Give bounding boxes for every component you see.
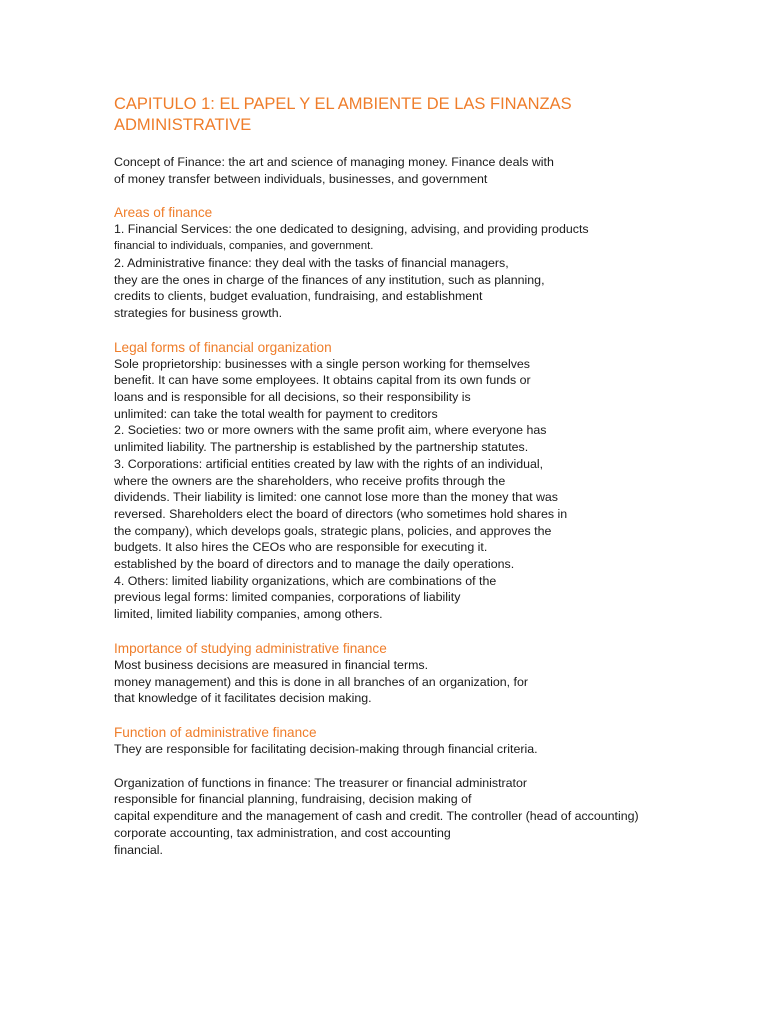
areas-section <box>114 204 754 321</box>
legal-line: the company), which develops goals, strategic plans, policies, and approves the <box>114 523 552 538</box>
areas-line: 1. Financial Services: the one dedicated to designing, advising, and providing products <box>114 222 589 237</box>
organization-section <box>114 775 754 859</box>
legal-line: budgets. It also hires the CEOs who are responsible for executing it. <box>114 540 488 555</box>
organization-line: Organization of functions in finance: The treasurer or financial administrator <box>114 775 528 790</box>
areas-heading: Areas of finance <box>114 205 213 221</box>
intro-paragraph <box>114 154 754 187</box>
legal-line: loans and is responsible for all decisions, so their responsibility is <box>114 390 471 405</box>
importance-line: that knowledge of it facilitates decision making. <box>114 691 372 706</box>
legal-section <box>114 339 754 623</box>
legal-line: dividends. Their liability is limited: one cannot lose more than the money that was <box>114 490 558 505</box>
legal-line: benefit. It can have some employees. It obtains capital from its own funds or <box>114 373 531 388</box>
legal-line: where the owners are the shareholders, who receive profits through the <box>114 473 506 488</box>
legal-line: 3. Corporations: artificial entities created by law with the rights of an individual, <box>114 456 544 471</box>
legal-line: unlimited liability. The partnership is established by the partnership statutes. <box>114 440 529 455</box>
organization-line: corporate accounting, tax administration, and cost accounting <box>114 825 451 840</box>
chapter-title-line-1: CAPITULO 1: EL PAPEL Y EL AMBIENTE DE LAS FINANZAS <box>114 95 572 113</box>
legal-line: unlimited: can take the total wealth for payment to creditors <box>114 406 438 421</box>
importance-line: Most business decisions are measured in financial terms. <box>114 657 429 672</box>
legal-line: 2. Societies: two or more owners with the same profit aim, where everyone has <box>114 423 547 438</box>
areas-line: they are the ones in charge of the finances of any institution, such as planning, <box>114 272 545 287</box>
legal-line: established by the board of directors and to manage the daily operations. <box>114 557 515 572</box>
legal-line: limited, limited liability companies, among others. <box>114 607 383 622</box>
importance-heading: Importance of studying administrative finance <box>114 640 387 656</box>
intro-line: of money transfer between individuals, businesses, and government <box>114 171 488 186</box>
areas-line: strategies for business growth. <box>114 305 283 320</box>
function-section <box>114 724 754 758</box>
organization-line: responsible for financial planning, fundraising, decision making of <box>114 792 472 807</box>
legal-line: reversed. Shareholders elect the board of directors (who sometimes hold shares in <box>114 506 568 521</box>
areas-line: 2. Administrative finance: they deal with the tasks of financial managers, <box>114 255 509 270</box>
function-line: They are responsible for facilitating decision-making through financial criteria. <box>114 741 538 756</box>
function-heading: Function of administrative finance <box>114 724 317 740</box>
importance-section <box>114 640 754 707</box>
legal-line: 4. Others: limited liability organizations, which are combinations of the <box>114 573 497 588</box>
document-page <box>114 94 754 875</box>
chapter-title <box>114 94 754 136</box>
areas-line: financial to individuals, companies, and government. <box>114 240 374 253</box>
chapter-title-line-2: ADMINISTRATIVE <box>114 116 252 134</box>
legal-heading: Legal forms of financial organization <box>114 339 332 355</box>
organization-line: capital expenditure and the management of cash and credit. The controller (head of accounting) <box>114 809 639 824</box>
legal-line: Sole proprietorship: businesses with a single person working for themselves <box>114 356 530 371</box>
intro-line: Concept of Finance: the art and science of managing money. Finance deals with <box>114 155 554 169</box>
areas-line: credits to clients, budget evaluation, fundraising, and establishment <box>114 289 483 304</box>
importance-line: money management) and this is done in all branches of an organization, for <box>114 674 528 689</box>
legal-line: previous legal forms: limited companies, corporations of liability <box>114 590 461 605</box>
organization-line: financial. <box>114 842 163 857</box>
